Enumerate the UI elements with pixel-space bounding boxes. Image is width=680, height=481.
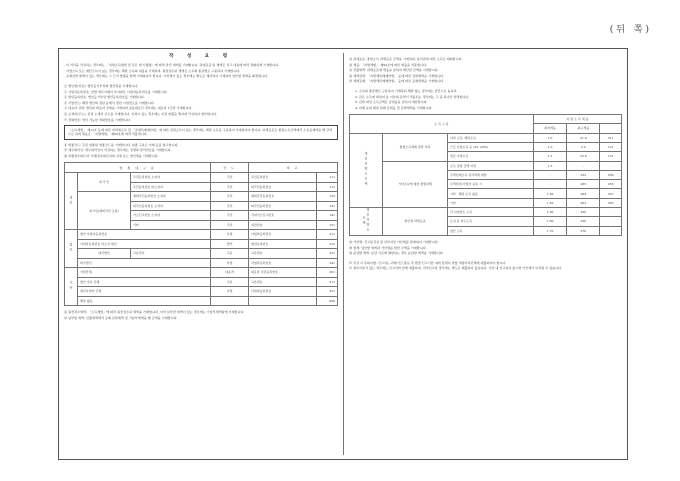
rate-cell: 2.0 xyxy=(567,142,600,151)
code-cell: 사업 xyxy=(211,230,249,240)
instruction-item: ⑩ 특별징수의무자: 특별징수의무자의 성명 또는 법인명을 기재합니다. xyxy=(64,153,159,158)
instruction-item: ⑥ 소재지(주소): 본점 소재지 주소를 기재합니다. 지점이 있는 경우에는 지점 현황을 별지에 작성하여 첨부합니다. xyxy=(64,112,217,117)
rate-cell: 265 xyxy=(567,180,600,189)
code-cell xyxy=(211,296,249,306)
note-item: 1. 소득의 종류별로 구분하여 기재하되 해당 없는 경우에는 빈칸으로 둡니다. xyxy=(355,88,458,93)
name-cell: 기타 xyxy=(131,220,211,230)
group-cell: 개인지방소득세 xyxy=(350,133,383,207)
tax-rate-table xyxy=(349,114,622,236)
instruction-item: ⑫ 납부할 세액: 산출세액에서 공제·감면세액 및 기납부세액을 뺀 금액을 기재합니다. xyxy=(64,315,178,320)
table-row xyxy=(65,268,338,278)
code-cell: 주민 xyxy=(211,211,249,221)
group-cell: 기타 xyxy=(65,268,78,306)
code-cell: 주민 xyxy=(211,201,249,211)
instruction-item: ④ 사업연도: 해당 법인의 정관 등에서 정한 사업연도를 기재합니다. xyxy=(64,100,155,105)
rate-cell: - xyxy=(533,180,566,189)
name-cell: 각 사업연도 소득 xyxy=(448,208,534,217)
rate-cell: 253 xyxy=(600,180,622,189)
name-cell: 거소신고번호 소지자 xyxy=(131,211,211,221)
desc-cell: 주민등록번호 xyxy=(248,173,316,183)
number-cell: 122 xyxy=(317,192,338,202)
rate-cell: 1.0 xyxy=(533,133,566,142)
rate-cell: - xyxy=(567,161,600,170)
group-cell: 개인 xyxy=(65,173,78,230)
code-cell: 고유 xyxy=(211,249,249,259)
desc-cell: 재외국민등록번호 xyxy=(248,192,316,202)
table-row xyxy=(65,192,338,202)
rate-cell: 121 xyxy=(600,152,622,161)
table-header: 소 득 구 분 xyxy=(350,115,534,134)
rate-cell: - xyxy=(600,217,622,226)
table-header: 업 종 대 구 분 xyxy=(65,163,211,173)
table-row xyxy=(350,161,622,170)
name-cell: 기타 · 해당 소득 없음 xyxy=(448,189,534,198)
name-cell: 고유번호 xyxy=(131,249,211,259)
table-row xyxy=(65,230,338,240)
instruction-item: ⑳ 분납할 세액: 분납 기준에 해당하는 경우 분납할 세액을 기재합니다. xyxy=(349,251,444,256)
name-cell: 주민등록번호 미소지자 xyxy=(131,182,211,192)
rate-cell: 121 xyxy=(600,142,622,151)
rate-cell: - xyxy=(533,170,566,179)
number-cell: 321 xyxy=(317,287,338,297)
desc-cell: 고유번호 xyxy=(248,249,316,259)
boxed-note xyxy=(64,125,338,140)
subgroup-cell: 종합소득세에 관한 부과 xyxy=(383,133,448,161)
desc-cell: 법인등록번호 xyxy=(248,239,316,249)
document-page xyxy=(58,48,628,460)
subgroup-cell: 기타단체 xyxy=(78,268,211,278)
table-header: 코 드 xyxy=(211,163,249,173)
name-cell: 주택임대소득 분리과세 대상 xyxy=(448,170,534,179)
number-cell: 112 xyxy=(317,182,338,192)
rate-cell: 263 xyxy=(600,198,622,207)
table-row xyxy=(65,258,338,268)
rate-cell: 256 xyxy=(600,170,622,179)
taxpayer-code-table xyxy=(64,162,338,306)
rate-cell: 264 xyxy=(567,189,600,198)
boxed-note-text: 「소득세법」 제12조 등에 따른 비과세소득 및 「조세특례제한법」에 따른 감면소득이 있는 경우에는 해당 소득을 구분하여 기재하여야 합니다. 과세표준은 종합소득금액에서 소득공제액을 뺀 금액으로 하며 세율은 「지방세법」 제92조에 따라 적용합니다. xyxy=(68,127,333,137)
desc-cell xyxy=(248,296,316,306)
table-header: 비 고 xyxy=(248,163,337,173)
code-cell: 고유 xyxy=(211,277,249,287)
name-cell: 이자 소득, 배당소득 xyxy=(448,133,534,142)
rate-cell: 250 xyxy=(567,208,600,217)
rate-cell: 252 xyxy=(567,170,600,179)
number-cell: 231 xyxy=(317,249,338,259)
final-note: ※ 첨부서류가 있는 경우에는 신고서와 함께 제출하며, 전자신고한 경우에는 별도로 제출하지 않습니다. 기한 내 신고하지 않으면 가산세가 부과될 수 있습니다. xyxy=(349,266,563,271)
code-cell: 사업 xyxy=(211,287,249,297)
name-cell: 기타 xyxy=(448,198,534,207)
instruction-item: ⑭ 세율: 「지방세법」 제92조에 따른 세율을 적용합니다. xyxy=(349,62,427,67)
code-cell: 주민 xyxy=(211,182,249,192)
desc-cell: 국내거소신고번호 xyxy=(248,211,316,221)
rate-cell: 270 xyxy=(567,226,600,235)
instruction-item: ⑰ 세액공제: 「지방세특례제한법」 등에 따른 공제세액을 기재합니다. xyxy=(349,79,444,84)
intro-paragraph: · 공제감면 세액이 있는 경우에는 그 근거 법령을 함께 기재하여야 합니다. 가산세가 있는 경우에는 별도로 계산하여 기재하며 납부할 세액을 확정합니다. xyxy=(64,74,268,79)
instruction-item: ⑬ 과세표준: 종합소득 과세표준 금액을 기재하며, 분리과세 대상 소득은 제외합니다. xyxy=(349,57,463,61)
group-cell: 법인지방소득세 xyxy=(350,208,383,236)
subgroup-cell: 사업자등록번호 미소지 법인 xyxy=(78,239,211,249)
table-row xyxy=(65,173,338,183)
code-cell: 주민 xyxy=(211,173,249,183)
code-cell: 주민 xyxy=(211,220,249,230)
rate-cell: 250 xyxy=(567,217,600,226)
group-cell: 법인 xyxy=(65,230,78,268)
instruction-item: ⑮ 산출세액: 과세표준에 세율을 곱하여 계산한 금액을 기재합니다. xyxy=(349,68,439,73)
desc-cell: 사업자등록번호 xyxy=(248,258,316,268)
name-cell: 근로 사업소득 등 (35, 20%) xyxy=(448,142,534,151)
table-row xyxy=(65,277,338,287)
code-cell: 주민 xyxy=(211,192,249,202)
number-cell: 311 xyxy=(317,277,338,287)
rate-cell: 263 xyxy=(567,198,600,207)
table-header xyxy=(600,124,622,133)
code-cell: 대표자 xyxy=(211,268,249,278)
name-cell: 주민등록번호 소지자 xyxy=(131,173,211,183)
rate-cell: - xyxy=(600,226,622,235)
left-column xyxy=(64,53,338,321)
table-header: 최저세율 xyxy=(533,124,566,133)
code-cell: 사업 xyxy=(211,258,249,268)
rate-cell: 21.0 xyxy=(567,133,600,142)
subgroup-cell: 외국인(재외국민 포함) xyxy=(78,192,131,230)
rate-cell: 1.70 xyxy=(533,226,566,235)
table-row xyxy=(350,133,622,142)
note-item: 2. 같은 소득에 대하여 둘 이상의 감면이 적용되는 경우에는 그 중 하나만 선택합니다. xyxy=(355,94,470,99)
instruction-item: ③ 법인등록번호: 법인등기부상 법인등록번호를 기재합니다. xyxy=(64,95,145,100)
instruction-item: ⑲ 합계: 납부할 세액과 가산세를 합한 금액을 기재합니다. xyxy=(349,245,427,250)
desc-cell: 여권번호 xyxy=(248,220,316,230)
note-item: 3. 감면 대상 소득금액은 감면율을 곱하여 계산합니다. xyxy=(355,100,428,105)
subgroup-cell: 법인 사업자등록번호 xyxy=(78,230,211,240)
table-row xyxy=(65,239,338,249)
name-cell: 청산 소득 xyxy=(448,226,534,235)
subgroup-cell: 기타소득에 대한 종합과세 xyxy=(383,161,448,207)
name-cell: 토지 등 양도소득 xyxy=(448,217,534,226)
table-row xyxy=(350,208,622,217)
number-cell: 999 xyxy=(317,296,338,306)
subgroup-cell: 내 국 인 xyxy=(78,173,131,192)
desc-cell: 사업자등록번호 xyxy=(248,230,316,240)
rate-cell: 1.56 xyxy=(533,189,566,198)
number-cell: 111 xyxy=(317,173,338,183)
note-item: 4. 아래 표의 해당 란에 감면율 및 감면세액을 기재합니다. xyxy=(355,105,433,110)
instruction-item: ⑱ 가산세: 신고불성실 및 납부지연 가산세를 합계하여 기재합니다. xyxy=(349,239,439,244)
rate-cell: 1.0 xyxy=(533,142,566,151)
desc-cell: 사업자등록번호 xyxy=(248,287,316,297)
number-cell: 151 xyxy=(317,220,338,230)
rate-cell: 22.0 xyxy=(567,152,600,161)
rate-cell: - xyxy=(600,208,622,217)
number-cell: 131 xyxy=(317,201,338,211)
name-cell: 재외국민등록번호 소지자 xyxy=(131,192,211,202)
instruction-item: ⑧ 업종코드: 주된 업종의 업종코드를 기재합니다. 업종 구분은 아래 표를 참고합니다. xyxy=(64,142,179,147)
desc-cell: 고유번호 xyxy=(248,277,316,287)
final-note: ※ 작성 시 유의사항: 신고서는 과세기간 종료 후 법정 신고기한 내에 납세지 관할 지방자치단체에 제출하여야 합니다. xyxy=(349,260,507,265)
rate-cell: 211 xyxy=(600,133,622,142)
table-row xyxy=(65,249,338,259)
instruction-item: ⑨ 세무대리인: 세무대리인이 작성하는 경우에는 성명과 관리번호를 기재합니다. xyxy=(64,148,172,153)
rate-cell: - xyxy=(600,161,622,170)
number-cell: 211 xyxy=(317,230,338,240)
number-cell: 222 xyxy=(317,239,338,249)
desc-cell: 대표자 주민등록번호 xyxy=(248,268,316,278)
rate-cell: 257 xyxy=(600,189,622,198)
desc-cell: 외국인등록번호 xyxy=(248,182,316,192)
intro-paragraph: · 사업소득 또는 재산소득이 있는 경우에는 해당 소득의 내용을 기재하며, 원천징수된 세액은 소득의 종류별로 구분하여 기재합니다. xyxy=(64,68,241,73)
number-cell: 141 xyxy=(317,211,338,221)
instruction-item: ② 사업자등록번호: 관할 세무서에서 부여받은 사업자등록번호를 기재합니다. xyxy=(64,89,168,94)
table-row xyxy=(65,287,338,297)
rate-cell: 1.50 xyxy=(533,208,566,217)
table-row xyxy=(65,296,338,306)
back-page-label: (뒤 쪽) xyxy=(609,25,652,35)
subgroup-cell: 외국법인 xyxy=(78,258,211,268)
subgroup-cell: 해당 없음 xyxy=(78,296,211,306)
instructions-title: 작 성 요 령 xyxy=(168,54,234,59)
subgroup-cell: 법인세 과세표준 xyxy=(383,208,448,236)
instruction-item: ⑤ 대표자 성명: 법인의 대표자 성명을 기재하며 공동대표인 경우에는 대표자 1인만 기재합니다. xyxy=(64,106,193,111)
code-cell: 법인 xyxy=(211,239,249,249)
right-column xyxy=(349,53,622,272)
table-header: 지 방 소 득 세 율 xyxy=(533,115,621,124)
name-cell: 소득 일정 금액 이상 xyxy=(448,161,534,170)
number-cell: 301 xyxy=(317,268,338,278)
instruction-item: ① 법인명(상호): 법인등기부상의 법인명을 기재합니다. xyxy=(64,84,139,89)
rate-cell: 1.62 xyxy=(533,198,566,207)
instruction-item: ⑯ 세액감면: 「지방세특례제한법」 등에 따른 감면세액을 기재합니다. xyxy=(349,73,444,78)
subgroup-cell: 내국법인 xyxy=(78,249,131,259)
name-cell: 연금 사업소득 xyxy=(448,152,534,161)
desc-cell: 외국인등록번호 xyxy=(248,201,316,211)
rate-cell: 1.5 xyxy=(533,161,566,170)
instruction-item: ⑪ 원천징수세액: 「소득세법」에 따라 원천징수된 세액을 기재합니다. 이미 납부한 세액이 있는 경우에는 기납부세액란에 기재합니다. xyxy=(64,310,245,315)
name-cell: 외국인등록번호 소지자 xyxy=(131,201,211,211)
name-cell: 주택임대 사업자 등록 시 xyxy=(448,180,534,189)
column-divider xyxy=(343,53,344,455)
rate-cell: 1.2 xyxy=(533,152,566,161)
instruction-item: ⑦ 전화번호: 연락 가능한 전화번호를 기재합니다. xyxy=(64,117,131,122)
intro-paragraph: · 이 서식을 작성하는 경우에는 「지방소득세법 및 같은 법 시행령」에 따라 관련 세액을 기재합니다. 과세표준 및 세액은 신고 내용에 따라 정확하게 기재합니다. xyxy=(64,63,280,68)
subgroup-cell: 법인 아닌 단체 xyxy=(78,277,211,287)
subgroup-cell: 개인사업자 단체 xyxy=(78,287,211,297)
number-cell: 241 xyxy=(317,258,338,268)
table-header: 최고세율 xyxy=(567,124,600,133)
rate-cell: 1.60 xyxy=(533,217,566,226)
